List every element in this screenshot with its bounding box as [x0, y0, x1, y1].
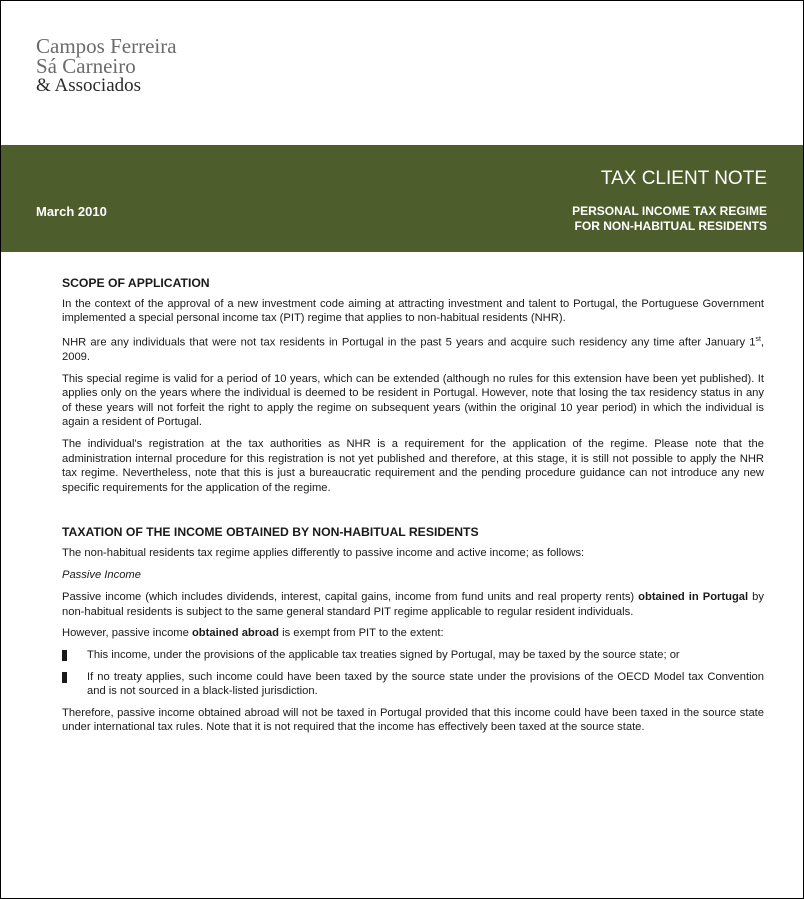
logo-line-1: Campos Ferreira: [36, 34, 177, 58]
taxation-paragraph-1-text-b: by non-habitual residents is subject to the same general standard PIT regime applicable to regular resident individuals.: [62, 591, 764, 618]
list-item-text: This income, under the provisions of the applicable tax treaties signed by Portugal, may be taxed by the source state; or: [87, 649, 680, 662]
square-bullet-icon: [62, 650, 67, 661]
taxation-paragraph-2-bold: obtained abroad: [191, 627, 279, 640]
taxation-paragraph-2-text-a: However, passive income: [62, 627, 192, 640]
list-item-text: If no treaty applies, such income could have been taxed by the source state under the provisions of the OECD Model tax Convention and is not sourced in a black-listed jurisdiction.: [87, 670, 764, 698]
taxation-paragraph-3: Therefore, passive income obtained abroad will not be taxed in Portugal provided that this income could have been taxed in the source state under international tax rules. Note that it is not required that the income has effectively been taxed at the source state.: [62, 706, 764, 734]
taxation-paragraph-1: [62, 590, 764, 619]
firm-logo: [36, 36, 177, 96]
taxation-paragraph-1-bold: obtained in Portugal: [638, 591, 749, 604]
logo-line-3: & Associados: [36, 75, 142, 96]
scope-paragraph-2: [62, 333, 764, 365]
taxation-paragraph-2: [62, 626, 764, 641]
square-bullet-icon: [62, 672, 67, 683]
banner-title: TAX CLIENT NOTE: [600, 168, 767, 189]
ordinal-suffix: st: [755, 335, 761, 343]
scope-paragraph-3: This special regime is valid for a period of 10 years, which can be extended (although no rules for this extension have been yet published). It applies only on the years where the individual is deemed to be resident in Portugal. However, note that losing the tax residency status in any of these years will not forfeit the right to apply the regime on subsequent years (within the original 10 year period) in which the individual is again a resident of Portugal.: [62, 372, 764, 429]
banner-subtitle: [572, 204, 767, 234]
taxation-paragraph-2-text-b: is exempt from PIT to the extent:: [279, 627, 444, 640]
scope-paragraph-1: In the context of the approval of a new investment code aiming at attracting investment and talent to Portugal, the Portuguese Government implemented a special personal income tax (PIT) regime that applies to non-habitual residents (NHR).: [62, 297, 764, 325]
subheading-passive-income: Passive Income: [62, 568, 141, 581]
scope-paragraph-2-text-a: NHR are any individuals that were not tax residents in Portugal in the past 5 years and acquire such residency any time after January 1: [62, 336, 756, 349]
section-heading-taxation: TAXATION OF THE INCOME OBTAINED BY NON-HABITUAL RESIDENTS: [62, 525, 479, 540]
taxation-intro: The non-habitual residents tax regime applies differently to passive income and active income; as follows:: [62, 547, 585, 560]
list-item: [62, 670, 764, 699]
header-banner: [1, 145, 803, 252]
document-body: [62, 276, 764, 742]
section-heading-scope: SCOPE OF APPLICATION: [62, 276, 210, 290]
banner-date: March 2010: [36, 204, 107, 219]
exemption-conditions-list: [62, 648, 764, 699]
banner-subtitle-line-2: FOR NON-HABITUAL RESIDENTS: [574, 219, 767, 233]
scope-paragraph-4: The individual's registration at the tax authorities as NHR is a requirement for the application of the regime. Please note that the administration internal procedure for this registration is not yet published and therefore, at this stage, it is still not possible to apply the NHR tax regime. Nevertheless, note that this is just a bureaucratic requirement and the pending procedure guidance can not introduce any new specific requirements for the application of the regime.: [62, 438, 764, 494]
logo-line-2: Sá Carneiro: [36, 54, 136, 78]
scope-paragraph-2-text-b: , 2009.: [62, 336, 764, 364]
taxation-paragraph-1-text-a: Passive income (which includes dividends, interest, capital gains, income from fund units and real property rents): [62, 591, 639, 604]
banner-subtitle-line-1: PERSONAL INCOME TAX REGIME: [572, 204, 767, 218]
list-item: [62, 648, 764, 663]
